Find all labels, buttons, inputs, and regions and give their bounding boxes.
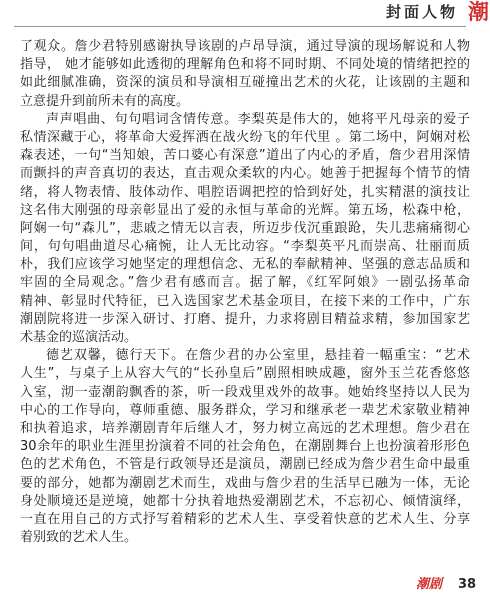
article-line: 30余年的职业生涯里扮演着不同的社会角色，在潮剧舞台上也扮演着形形色 (20, 439, 470, 455)
article-line: 和执着追求，培养潮剧青年后继人才，努力树立高远的艺术理想。詹少君在 (20, 420, 470, 436)
article-line: 这名伟大刚强的母亲彰显出了爱的永恒与革命的光辉。第五场，松森中枪， (20, 202, 470, 218)
article-line: 牢固的全局观念。”詹少君有感而言。据了解，《红军阿娘》一剧弘扬革命 (20, 275, 470, 291)
article-line: 入室，沏一壶潮韵飘香的茶，听一段戏里戏外的故事。她始终坚持以人民为 (20, 384, 470, 400)
article-line: 人生”，与桌子上从容大气的“长孙皇后”剧照相映成趣，窗外玉兰花香悠悠 (20, 366, 470, 382)
article-line: 立意提升到前所未有的高度。 (20, 93, 190, 109)
article-line: 私情深藏于心，将革命大爱挥洒在战火纷飞的年代里 。第二场中，阿娴对松 (20, 129, 470, 145)
article-paragraph (20, 38, 470, 111)
page-number: 38 (458, 577, 477, 592)
article-line: 色的艺术角色，不管是行政领导还是演员，潮剧已经成为詹少君生命中最重 (20, 457, 470, 473)
article-line: 如此细腻准确，资深的演员和导演相互碰撞出艺术的火花，让该剧的主题和 (20, 75, 470, 91)
article-paragraph (20, 111, 470, 347)
article-line: 声声唱曲、句句唱词含情传意。李梨英是伟大的，她将平凡母亲的爱子 (46, 111, 470, 127)
article-body (20, 38, 470, 547)
article-line: 一直在用自己的方式抒写着精彩的艺术人生、享受着快意的艺术人生、分享 (20, 511, 470, 527)
article-line: 潮剧院将进一步深入研讨、打磨、提升，力求将剧目精益求精，参加国家艺 (20, 311, 470, 327)
article-paragraph (20, 347, 470, 547)
footer-logo-icon: 潮剧 (416, 577, 443, 592)
article-line: 着别致的艺术人生。 (20, 530, 138, 546)
article-line: 中心的工作导向，尊师重德、服务群众，学习和继承老一辈艺术家敬业精神 (20, 402, 470, 418)
header-divider (14, 26, 466, 27)
magazine-logo-icon: 潮 (468, 0, 489, 24)
article-line: 了观众。詹少君特别感谢执导该剧的卢昂导演，通过导演的现场解说和人物 (20, 39, 470, 54)
article-line: 阿娴一句“森儿”，悲戚之情无以言表，所迈步伐沉重踉跄，失儿悲痛痛彻心 (20, 220, 470, 236)
article-line: 朴，我们应该学习她坚定的理想信念、无私的奉献精神、坚强的意志品质和 (20, 257, 470, 273)
article-line: 而颤抖的声音真切的表达，直击观众柔软的内心。她善于把握每个情节的情 (20, 166, 470, 182)
article-line: 森表述，一句“当知娘，苦口婆心有深意”道出了内心的矛盾，詹少君用深情 (20, 148, 470, 164)
article-line: 术基金的巡演活动。 (20, 330, 138, 345)
article-line: 绪，将人物表情、肢体动作、唱腔语调把控的恰到好处，扎实精湛的演技让 (20, 184, 470, 200)
article-line: 要的部分，她都为潮剧艺术而生，戏曲与詹少君的生活早已融为一体，无论 (20, 475, 470, 491)
article-line: 身处顺境还是逆境，她都十分执着地热爱潮剧艺术，不忘初心、倾情演绎， (20, 493, 470, 509)
article-line: 德艺双馨，德行天下。在詹少君的办公室里，悬挂着一幅重宝：“艺术 (46, 348, 470, 364)
article-line: 指导， 她才能够如此透彻的理解角色和将不同时期、不同处境的情绪把控的 (20, 57, 470, 73)
article-line: 间，句句唱曲道尽心痛惋，让人无比动容。“李梨英平凡而崇高、壮丽而质 (20, 239, 470, 255)
article-line: 精神、彰显时代特征，已入选国家艺术基金项目，在接下来的工作中，广东 (20, 293, 470, 309)
section-title: 封面人物 (386, 3, 459, 21)
